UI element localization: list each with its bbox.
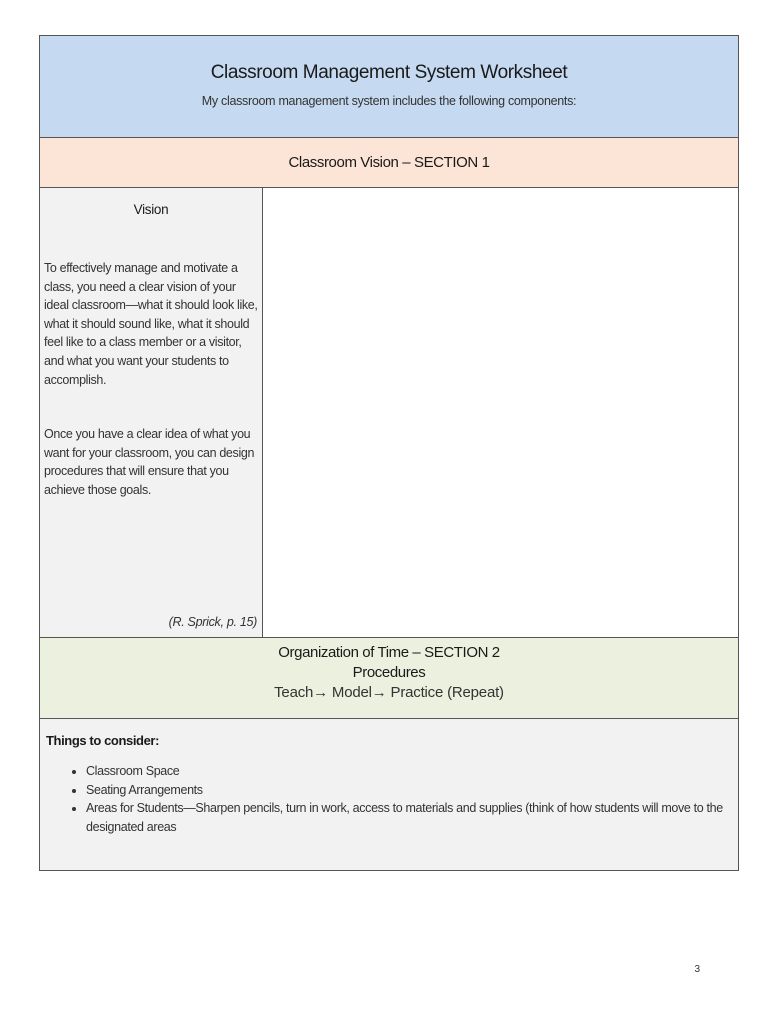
considerations-list xyxy=(46,762,732,836)
vision-description-cell xyxy=(40,188,263,637)
vision-paragraph-1: To effectively manage and motivate a class, you need a clear vision of your ideal classroom—what it should look like, what it should sound like, what it should feel like to a class member or a visitor, and what you want your students to accomplish. xyxy=(44,261,258,387)
worksheet-title: Classroom Management System Worksheet xyxy=(210,62,568,83)
list-item: • Classroom Space xyxy=(86,762,732,781)
page-number: 3 xyxy=(694,964,700,975)
considerations-cell xyxy=(40,719,738,870)
vision-response-cell[interactable] xyxy=(263,188,738,637)
worksheet-header xyxy=(40,36,738,138)
list-item: • Areas for Students—Sharpen pencils, turn in work, access to materials and supplies (think of how students will move to the designated areas xyxy=(86,799,732,836)
section2-sequence: Teach→ Model→ Practice (Repeat) xyxy=(274,684,504,701)
vision-row xyxy=(40,188,738,638)
list-item: • Seating Arrangements xyxy=(86,781,732,800)
worksheet-subtitle: My classroom management system includes the following components: xyxy=(201,94,577,108)
considerations-heading: Things to consider: xyxy=(46,733,160,748)
section1-title: Classroom Vision – SECTION 1 xyxy=(40,138,738,188)
section2-header xyxy=(40,638,738,719)
vision-citation: (R. Sprick, p. 15) xyxy=(168,615,257,629)
vision-paragraph-2: Once you have a clear idea of what you want for your classroom, you can design procedures that will ensure that you achieve those goals. xyxy=(44,427,255,497)
worksheet-table xyxy=(39,35,739,871)
section2-title: Organization of Time – SECTION 2 xyxy=(278,644,500,661)
section2-subtitle: Procedures xyxy=(352,664,426,681)
vision-heading: Vision xyxy=(133,202,169,217)
